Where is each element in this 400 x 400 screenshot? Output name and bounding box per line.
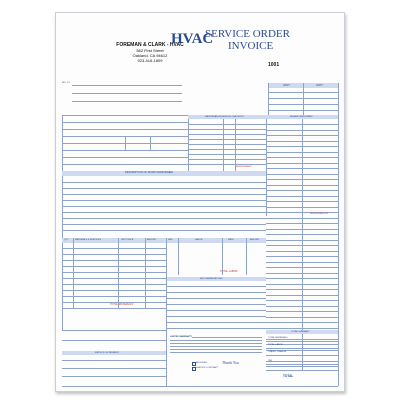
repair-row-26	[266, 262, 338, 263]
materials-row-7	[62, 284, 166, 285]
repair-row-28	[266, 273, 338, 274]
repair-row-20	[266, 229, 338, 230]
company-city: Oakland, CA 94612	[132, 53, 168, 58]
repair-title: REPAIR PERFORMED	[290, 116, 313, 118]
info-line-7	[62, 164, 188, 165]
recommendations-row-5	[166, 310, 266, 311]
repair-row-11	[266, 179, 338, 180]
labor-rate-header: RATE	[228, 239, 234, 241]
repair-row-5	[266, 146, 338, 147]
labor-col-3	[246, 238, 247, 275]
sign-line-1	[62, 330, 166, 331]
bill-to-label: BILL TO	[62, 82, 70, 84]
materials-qty-header: QTY	[64, 239, 69, 241]
materials-row-8	[62, 290, 166, 291]
description-row-3	[62, 194, 266, 195]
repair-row-3	[266, 135, 338, 136]
description-row-4	[62, 200, 266, 201]
checklist-row-1	[188, 124, 266, 125]
info-divider-1	[125, 136, 126, 150]
checklist-title: MAINTENANCE/SERVICE CHECKLIST	[205, 116, 244, 118]
labor-hrs-header: HRS	[168, 239, 173, 241]
repair-row-4	[266, 141, 338, 142]
recommendations-row-6	[166, 316, 266, 317]
title-hvac: HVAC	[171, 31, 214, 47]
repair-row-33	[266, 300, 338, 301]
payment-line-1	[62, 360, 166, 361]
info-line-6	[62, 157, 188, 158]
materials-row-9	[62, 296, 166, 297]
unit-row-4	[268, 110, 338, 111]
summary-line-2	[266, 348, 338, 349]
repair-row-25	[266, 256, 338, 257]
checklist-row-4	[188, 139, 266, 140]
form-bottom-border	[62, 386, 338, 387]
repair-row-6	[266, 152, 338, 153]
repair-row-27	[266, 267, 338, 268]
repair-row-44	[266, 361, 338, 362]
form-left-border	[62, 115, 63, 330]
materials-row-2	[62, 254, 166, 255]
repair-row-10	[266, 174, 338, 175]
recommendations-row-2	[166, 292, 266, 293]
refrigeration-label: REFRIGERATION	[310, 213, 328, 215]
repair-row-9	[266, 168, 338, 169]
description-title: DESCRIPTION OF WORK PERFORMED	[125, 171, 174, 174]
repair-row-8	[266, 163, 338, 164]
checklist-row-5	[188, 144, 266, 145]
invoice-number: 1001	[268, 62, 280, 68]
service-contract-checkbox[interactable]	[192, 367, 196, 371]
recommendations-row-7	[166, 322, 266, 323]
info-divider-2	[150, 136, 151, 150]
labor-col-1	[178, 238, 179, 275]
title-invoice: INVOICE	[228, 40, 274, 52]
unit-row-1	[268, 92, 338, 93]
materials-row-6	[62, 278, 166, 279]
company-street: 582 First Street	[136, 48, 164, 53]
warranty-text-6	[170, 352, 262, 353]
company-phone: 923-416-1809	[137, 58, 163, 63]
repair-row-15	[266, 201, 338, 202]
description-row-2	[62, 188, 266, 189]
description-row-1	[62, 182, 266, 183]
materials-price-header: UNIT PRICE	[121, 239, 134, 241]
repair-row-35	[266, 311, 338, 312]
materials-amount-header: AMOUNT	[147, 239, 157, 241]
summary-travel-label: TRAVEL CHARGE	[268, 351, 287, 353]
summary-line-1	[266, 341, 338, 342]
repair-row-30	[266, 284, 338, 285]
info-line-2	[62, 129, 188, 130]
description-row-9	[62, 230, 266, 231]
repair-row-14	[266, 196, 338, 197]
summary-line-5	[266, 370, 338, 371]
total-labor-label: TOTAL LABOR	[220, 270, 238, 273]
checklist-row-8	[188, 159, 266, 160]
repair-row-2	[266, 130, 338, 131]
repair-row-24	[266, 251, 338, 252]
bill-to-line-3	[72, 101, 182, 102]
description-row-5	[62, 206, 266, 207]
company-name: FOREMAN & CLARK - HVAC	[116, 42, 184, 48]
checklist-row-3	[188, 134, 266, 135]
summary-line-3	[266, 355, 338, 356]
materials-name-header: MATERIALS & SERVICES	[75, 239, 101, 241]
warranty-text-3	[170, 343, 262, 344]
labor-amount-header: AMOUNT	[250, 239, 260, 241]
materials-row-4	[62, 266, 166, 267]
repair-row-13	[266, 190, 338, 191]
info-line-1	[62, 122, 188, 123]
thank-you-text: Thank You	[222, 360, 239, 365]
repair-row-31	[266, 289, 338, 290]
repair-row-29	[266, 278, 338, 279]
bill-to-line-2	[72, 93, 182, 94]
repair-row-19	[266, 223, 338, 224]
description-row-6	[62, 212, 266, 213]
recommendations-row-3	[166, 298, 266, 299]
bottom-center-divider	[166, 277, 167, 386]
checklist-row-6	[188, 149, 266, 150]
repair-row-45	[266, 366, 338, 367]
warranty-title: LIMITED WARRANTY	[170, 336, 192, 338]
repair-row-36	[266, 317, 338, 318]
description-row-8	[62, 224, 266, 225]
repair-row-7	[266, 157, 338, 158]
materials-row-3	[62, 260, 166, 261]
repair-row-18	[266, 218, 338, 219]
summary-labor-label: TOTAL LABOR	[268, 344, 283, 346]
repair-row-1	[266, 124, 338, 125]
total-materials-label: TOTAL MATERIALS	[110, 303, 134, 306]
summary-tax-label: TAX	[268, 360, 273, 362]
unit-label-2: UNIT	[316, 83, 323, 87]
unit-right-border	[338, 83, 339, 115]
checklist-row-2	[188, 129, 266, 130]
repair-row-22	[266, 240, 338, 241]
refrigerant-label: REFRIGERANT	[236, 166, 252, 168]
recommendations-title: RECOMMENDATIONS	[200, 278, 223, 280]
service-contract-label: SERVICE CONTRACT	[196, 367, 219, 369]
checklist-row-7	[188, 154, 266, 155]
repair-row-16	[266, 207, 338, 208]
summary-total-label: TOTAL	[283, 374, 294, 378]
bill-to-line-1	[72, 85, 182, 86]
unit-label-1: UNIT	[283, 83, 290, 87]
form-right-border	[338, 115, 339, 386]
payment-title: METHOD OF PAYMENT	[95, 352, 119, 354]
summary-materials-label: TOTAL MATERIALS	[268, 337, 288, 339]
warranty-text-4	[170, 346, 262, 347]
recommendations-row-4	[166, 304, 266, 305]
recommendations-row-8	[166, 328, 266, 329]
materials-row-1	[62, 248, 166, 249]
total-summary-title: TOTAL SUMMARY	[291, 331, 310, 333]
info-line-5	[62, 150, 188, 151]
regular-checkbox[interactable]	[192, 362, 196, 366]
unit-row-3	[268, 104, 338, 105]
summary-line-4	[266, 364, 338, 365]
repair-row-38	[266, 328, 338, 329]
repair-row-37	[266, 322, 338, 323]
repair-row-32	[266, 295, 338, 296]
regular-label: REGULAR	[196, 362, 207, 364]
warranty-text-1	[192, 337, 262, 338]
materials-bottom-line	[62, 308, 166, 309]
repair-row-12	[266, 185, 338, 186]
repair-row-34	[266, 306, 338, 307]
description-row-7	[62, 218, 266, 219]
title-service-order: SERVICE ORDER	[205, 28, 290, 40]
unit-row-2	[268, 98, 338, 99]
recommendations-row-1	[166, 286, 266, 287]
warranty-text-2	[170, 340, 262, 341]
repair-row-21	[266, 234, 338, 235]
payment-line-3	[62, 376, 166, 377]
checklist-row-9	[188, 164, 266, 165]
payment-line-2	[62, 368, 166, 369]
repair-row-23	[266, 245, 338, 246]
sign-line-2	[62, 340, 166, 341]
materials-row-5	[62, 272, 166, 273]
labor-name-header: LABOR	[195, 239, 203, 241]
warranty-text-5	[170, 349, 262, 350]
